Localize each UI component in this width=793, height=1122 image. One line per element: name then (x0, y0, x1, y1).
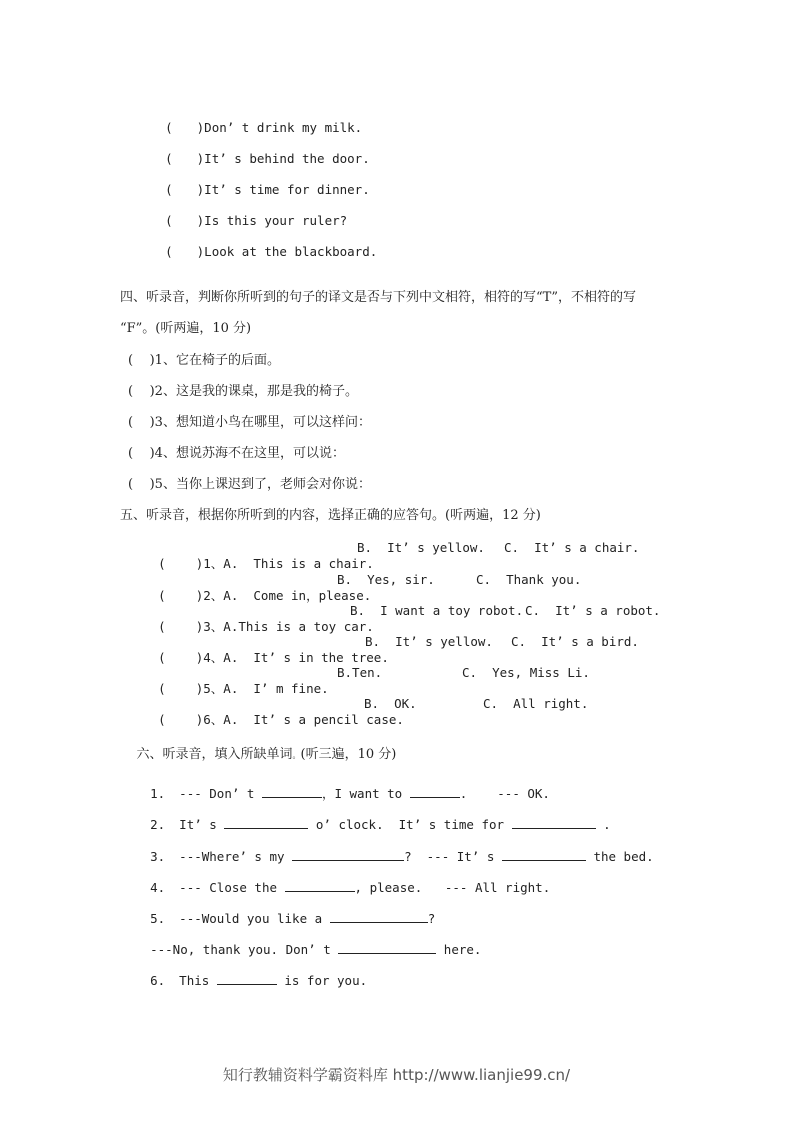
s5-item-3: ( )3、A.This is a toy car. (158, 619, 374, 634)
s5-item-1: ( )1、A. This is a chair. (158, 556, 374, 571)
s6-line-4: 4. --- Close the , please. --- All right. (150, 880, 551, 895)
blank-3a[interactable] (292, 848, 404, 861)
s3-item-4: ( )Is this your ruler? (165, 213, 348, 228)
s6-line-2: 2. It’ s o’ clock. It’ s time for . (150, 817, 611, 832)
s5-item-5-b: B.Ten. (337, 665, 383, 680)
blank-2a[interactable] (224, 816, 308, 829)
blank-4a[interactable] (285, 879, 355, 892)
s5-item-1-c: C. It’ s a chair. (504, 540, 640, 555)
s3-item-5: ( )Look at the blackboard. (165, 244, 378, 259)
s5-item-2-c: C. Thank you. (476, 572, 582, 587)
s6-line-1: 1. --- Don’ t ，I want to . --- OK. (150, 786, 550, 801)
s4-heading-line2: “F”。(听两遍，10 分) (120, 321, 252, 336)
s5-heading: 五、听录音，根据你所听到的内容，选择正确的应答句。(听两遍，12 分) (120, 508, 541, 523)
s6-line-5b: ---No, thank you. Don’ t here. (150, 942, 482, 957)
s4-item-3: ( )3、想知道小鸟在哪里，可以这样问： (128, 415, 371, 430)
s5-item-5: ( )5、A. I’ m fine. (158, 681, 329, 696)
s5-item-2: ( )2、A. Come in，please. (158, 588, 372, 603)
s5-item-4-b: B. It’ s yellow. (365, 634, 493, 649)
blank-3b[interactable] (502, 848, 586, 861)
s5-item-1-b: B. It’ s yellow. (357, 540, 485, 555)
s3-item-2: ( )It’ s behind the door. (165, 151, 370, 166)
s3-item-3: ( )It’ s time for dinner. (165, 182, 370, 197)
s4-item-1: ( )1、它在椅子的后面。 (128, 353, 280, 368)
s4-item-4: ( )4、想说苏海不在这里，可以说： (128, 446, 345, 461)
blank-1a[interactable] (262, 785, 322, 798)
s6-line-5: 5. ---Would you like a ? (150, 911, 436, 926)
s5-item-4-c: C. It’ s a bird. (511, 634, 639, 649)
s5-item-5-c: C. Yes, Miss Li. (462, 665, 590, 680)
s5-item-6-b: B. OK. (364, 696, 417, 711)
s6-heading: 六、听录音，填入所缺单词。(听三遍，10 分) (136, 747, 397, 762)
footer-watermark: 知行教辅资料学霸资料库 http://www.lianjie99.cn/ (222, 1066, 571, 1084)
s6-line-6: 6. This is for you. (150, 973, 368, 988)
s4-item-2: ( )2、这是我的课桌，那是我的椅子。 (128, 384, 358, 399)
blank-6a[interactable] (217, 972, 277, 985)
s5-item-3-c: C. It’ s a robot. (525, 603, 661, 618)
s5-item-3-b: B. I want a toy robot. (350, 603, 524, 618)
blank-5b[interactable] (338, 941, 436, 954)
s5-item-2-b: B. Yes, sir. (337, 572, 435, 587)
s4-heading-line1: 四、听录音，判断你所听到的句子的译文是否与下列中文相符，相符的写“T”，不相符的写 (120, 290, 636, 305)
s6-line-3: 3. ---Where’ s my ? --- It’ s the bed. (150, 849, 654, 864)
blank-2b[interactable] (512, 816, 596, 829)
s3-item-1: ( )Don’ t drink my milk. (165, 120, 363, 135)
blank-5a[interactable] (330, 910, 428, 923)
s5-item-4: ( )4、A. It’ s in the tree. (158, 650, 389, 665)
s5-item-6: ( )6、A. It’ s a pencil case. (158, 712, 404, 727)
s5-item-6-c: C. All right. (483, 696, 589, 711)
s4-item-5: ( )5、当你上课迟到了，老师会对你说： (128, 477, 371, 492)
blank-1b[interactable] (410, 785, 460, 798)
